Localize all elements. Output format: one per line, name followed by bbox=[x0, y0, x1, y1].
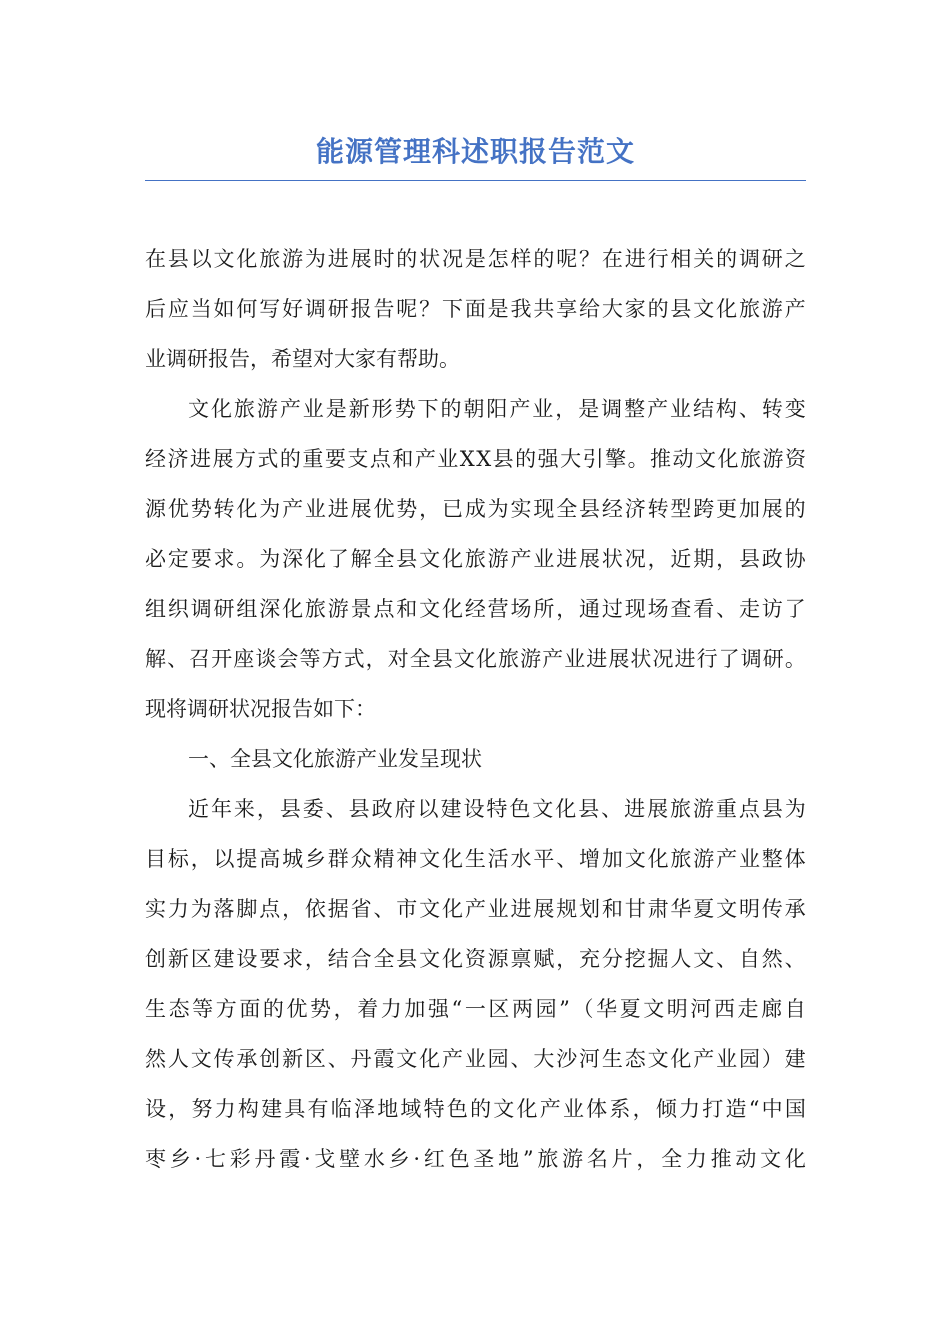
text-line: 目 标 ， 以 提 高 城 乡 群 众 精 神 文 化 生 活 水 平 、 增 加 文 化 旅 游 产 业 整 体 bbox=[145, 847, 806, 871]
text-line: 创 新 区 建 设 要 求 ， 结 合 全 县 文 化 资 源 禀 赋 ， 充 分 挖 掘 人 文 、 自 然 、 bbox=[145, 947, 806, 971]
text-line: 设 ， 努 力 构 建 具 有 临 泽 地 域 特 色 的 文 化 产 业 体 系 ， 倾 力 打 造 “ 中 国 bbox=[145, 1097, 806, 1121]
text-line: 生 态 等 方 面 的 优 势 ， 着 力 加 强 “ 一 区 两 园 ” （ 华 夏 文 明 河 西 走 廊 自 bbox=[145, 997, 806, 1021]
text-line: 文 化 旅 游 产 业 是 新 形 势 下 的 朝 阳 产 业 ， 是 调 整 产 业 结 构 、 转 变 bbox=[188, 397, 806, 421]
text-line: 枣 乡 · 七 彩 丹 霞 · 戈 壁 水 乡 · 红 色 圣 地 ” 旅 游 名 片 ， 全 力 推 动 文 化 bbox=[145, 1147, 806, 1171]
text-line: 业调研报告，希望对大家有帮助。 bbox=[145, 347, 460, 371]
document-title: 能源管理科述职报告范文 bbox=[315, 135, 635, 168]
text-line: 组 织 调 研 组 深 化 旅 游 景 点 和 文 化 经 营 场 所 ， 通 过 现 场 查 看 、 走 访 了 bbox=[145, 597, 806, 621]
text-line: 然 人 文 传 承 创 新 区 、 丹 霞 文 化 产 业 园 、 大 沙 河 生 态 文 化 产 业 园 ） 建 bbox=[145, 1047, 806, 1071]
text-line: 解 、 召 开 座 谈 会 等 方 式 ， 对 全 县 文 化 旅 游 产 业 进 展 状 况 进 行 了 调 研 。 bbox=[145, 647, 806, 671]
document-body bbox=[145, 234, 806, 1184]
text-line: 现将调研状况报告如下： bbox=[145, 697, 376, 721]
text-line: 实 力 为 落 脚 点 ， 依 据 省 、 市 文 化 产 业 进 展 规 划 和 甘 肃 华 夏 文 明 传 承 bbox=[145, 897, 806, 921]
text-line: 近 年 来 ， 县 委 、 县 政 府 以 建 设 特 色 文 化 县 、 进 展 旅 游 重 点 县 为 bbox=[188, 797, 806, 821]
title-underline bbox=[145, 180, 806, 181]
text-line: 后 应 当 如 何 写 好 调 研 报 告 呢 ？ 下 面 是 我 共 享 给 大 家 的 县 文 化 旅 游 产 bbox=[145, 297, 806, 321]
text-line: 源 优 势 转 化 为 产 业 进 展 优 势 ， 已 成 为 实 现 全 县 经 济 转 型 跨 更 加 展 的 bbox=[145, 497, 806, 521]
text-line: 一、全县文化旅游产业发呈现状 bbox=[188, 747, 482, 771]
text-line: 经 济 进 展 方 式 的 重 要 支 点 和 产 业 X X 县 的 强 大 引 擎 。 推 动 文 化 旅 游 资 bbox=[145, 447, 806, 471]
text-line: 必 定 要 求 。 为 深 化 了 解 全 县 文 化 旅 游 产 业 进 展 状 况 ， 近 期 ， 县 政 协 bbox=[145, 547, 806, 571]
text-line: 在 县 以 文 化 旅 游 为 进 展 时 的 状 况 是 怎 样 的 呢 ？ 在 进 行 相 关 的 调 研 之 bbox=[145, 247, 806, 271]
